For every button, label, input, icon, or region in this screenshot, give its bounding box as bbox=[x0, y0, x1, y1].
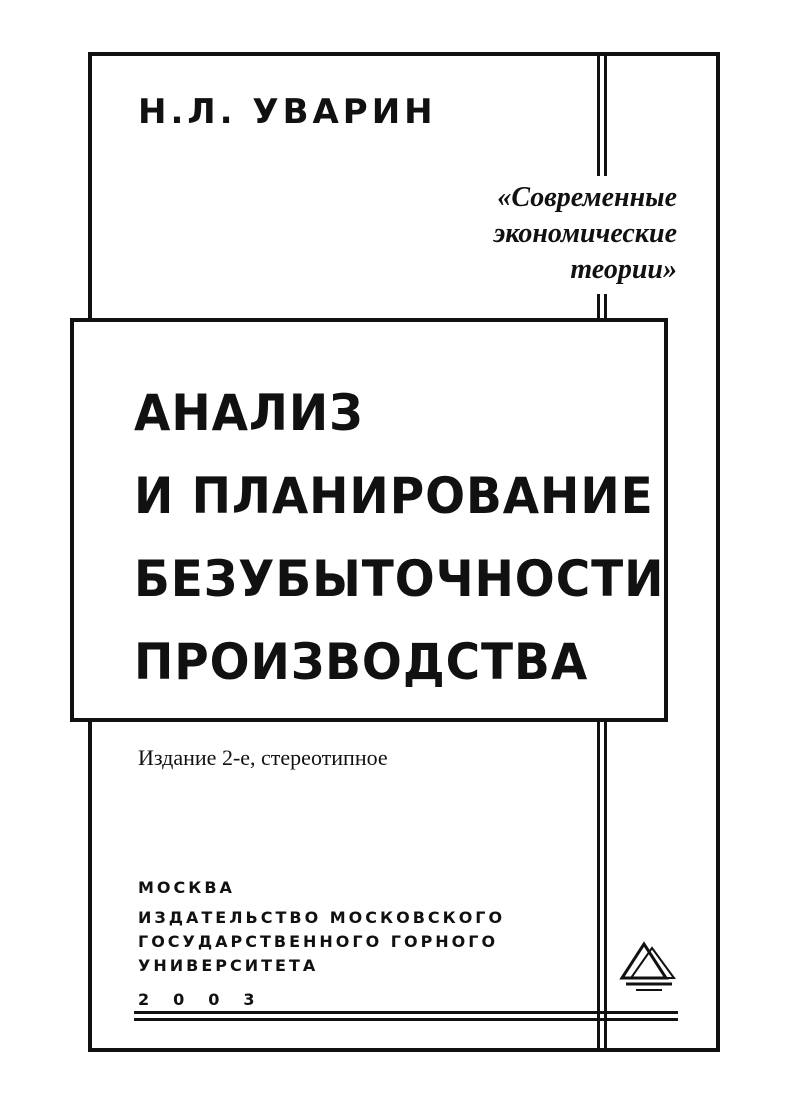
series-title bbox=[486, 176, 685, 294]
series-line-1: «Современные bbox=[497, 182, 677, 213]
publisher-line-3: УНИВЕРСИТЕТА bbox=[138, 956, 319, 975]
imprint-year: 2003 bbox=[138, 990, 279, 1009]
publisher-line-2: ГОСУДАРСТВЕННОГО ГОРНОГО bbox=[138, 932, 499, 951]
title-line-4: ПРОИЗВОДСТВА bbox=[134, 633, 589, 691]
publisher-line-1: ИЗДАТЕЛЬСТВО МОСКОВСКОГО bbox=[138, 908, 506, 927]
title-line-1: АНАЛИЗ bbox=[134, 384, 364, 442]
title-box bbox=[70, 318, 668, 722]
title-line-2: И ПЛАНИРОВАНИЕ bbox=[134, 467, 654, 525]
edition-note: Издание 2-е, стереотипное bbox=[138, 745, 396, 771]
author-name: Н.Л. УВАРИН bbox=[138, 92, 437, 132]
book-title bbox=[134, 372, 664, 704]
imprint bbox=[138, 876, 505, 1012]
bottom-rule-lower bbox=[134, 1018, 678, 1021]
publisher-triangle-logo-icon bbox=[614, 934, 680, 994]
imprint-city: МОСКВА bbox=[138, 878, 235, 897]
series-line-2: экономические bbox=[493, 218, 677, 249]
series-line-3: теории» bbox=[570, 254, 677, 285]
title-line-3: БЕЗУБЫТОЧНОСТИ bbox=[134, 550, 665, 608]
